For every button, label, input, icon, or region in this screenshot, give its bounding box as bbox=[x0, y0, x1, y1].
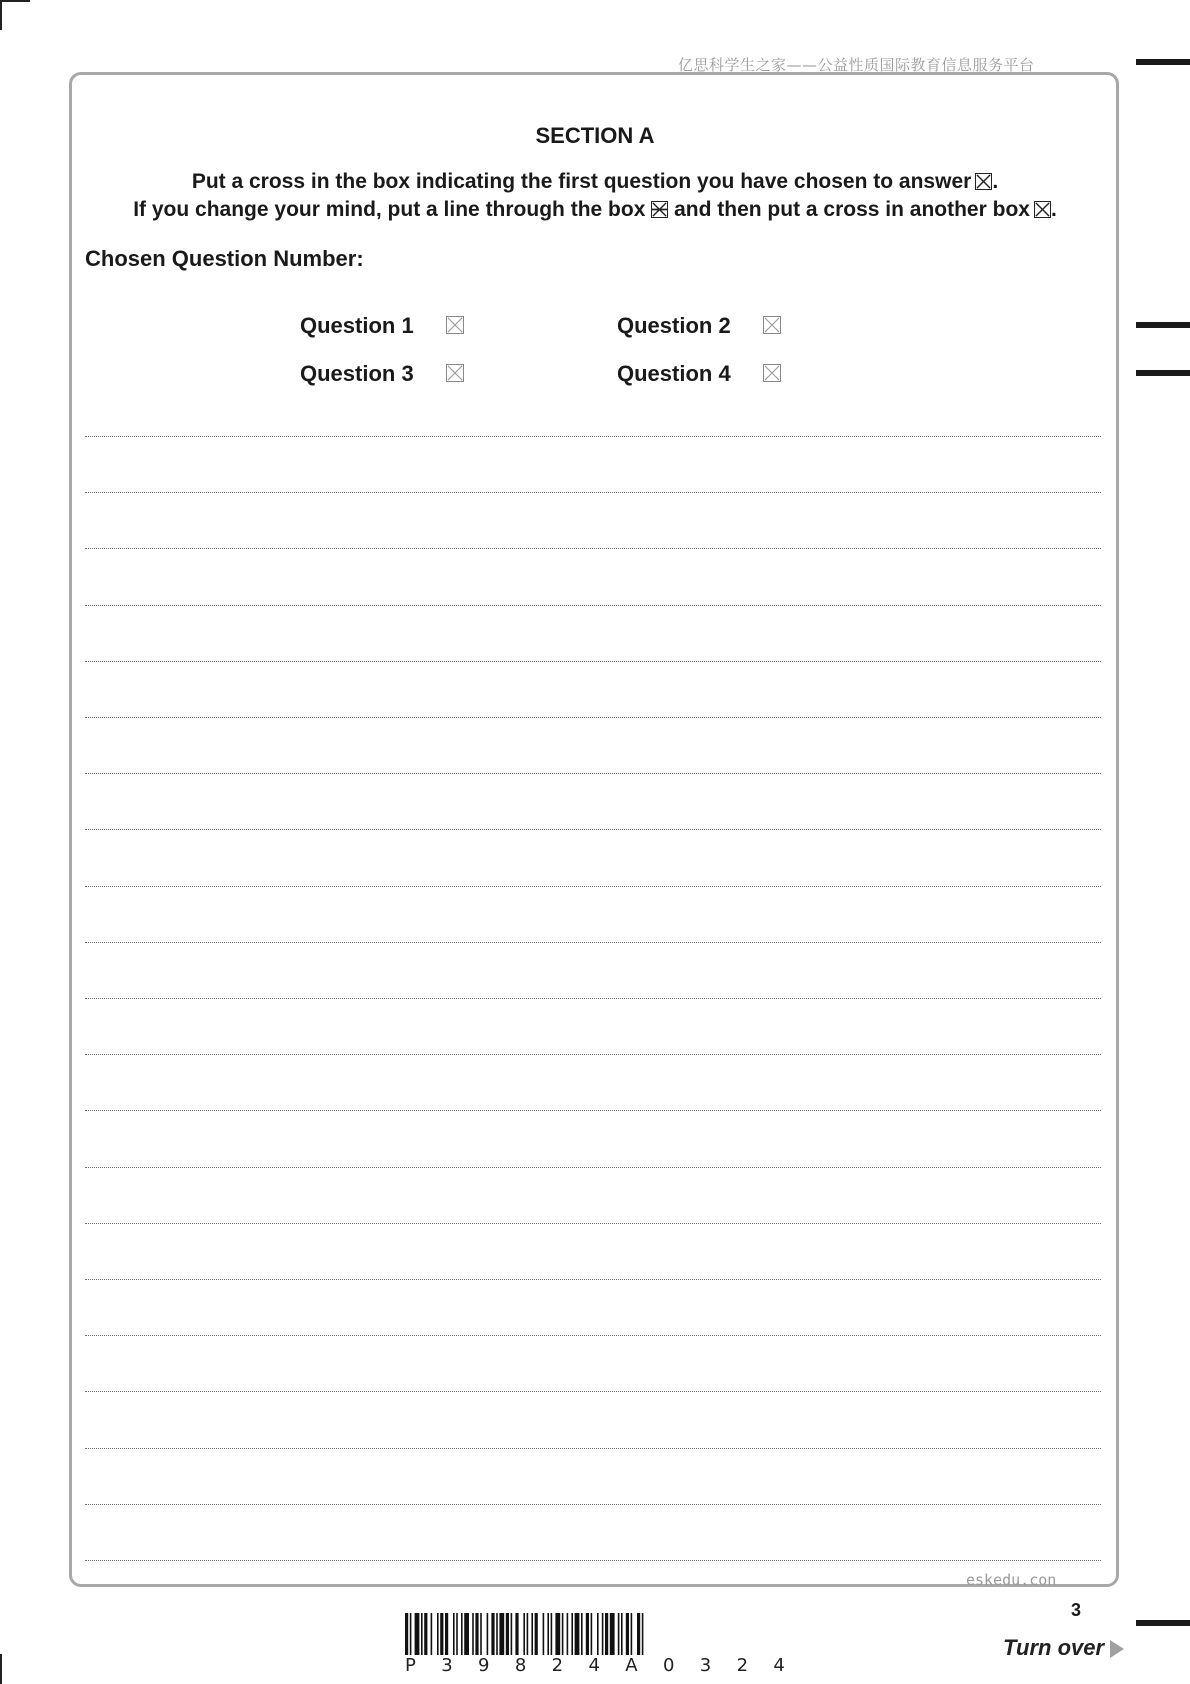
barcode-bar bbox=[597, 1613, 599, 1655]
question-4-checkbox[interactable] bbox=[763, 364, 781, 382]
barcode-bar bbox=[602, 1613, 604, 1655]
barcode-bar bbox=[453, 1613, 455, 1655]
struck-cross-box-icon bbox=[651, 201, 668, 218]
question-3-label: Question 3 bbox=[300, 361, 414, 386]
answer-line[interactable] bbox=[85, 1391, 1101, 1392]
question-3-checkbox[interactable] bbox=[446, 364, 464, 382]
instruction-line-1: Put a cross in the box indicating the first question you have chosen to answer . bbox=[191, 170, 999, 193]
barcode-bar bbox=[437, 1613, 439, 1655]
turn-over-arrow-icon bbox=[1110, 1640, 1124, 1658]
barcode-bar bbox=[515, 1613, 518, 1655]
barcode-text bbox=[405, 1655, 785, 1676]
barcode-bar bbox=[591, 1613, 593, 1655]
barcode-bar bbox=[410, 1613, 412, 1655]
answer-line[interactable] bbox=[85, 998, 1101, 999]
barcode-bar bbox=[405, 1613, 408, 1655]
barcode-bar bbox=[631, 1613, 633, 1655]
question-1-label: Question 1 bbox=[300, 313, 414, 338]
margin-bar bbox=[1136, 1620, 1190, 1626]
barcode-bar bbox=[618, 1613, 620, 1655]
barcode-bar bbox=[480, 1613, 482, 1655]
answer-line[interactable] bbox=[85, 942, 1101, 943]
barcode-char: 4 bbox=[773, 1655, 785, 1676]
question-2-label: Question 2 bbox=[617, 313, 731, 338]
answer-line[interactable] bbox=[85, 1054, 1101, 1055]
barcode-bar bbox=[475, 1613, 478, 1655]
barcode-bar bbox=[496, 1613, 498, 1655]
footer-watermark: eskedu.con bbox=[966, 1571, 1057, 1589]
instruction-text-2b: and then put a cross in another box bbox=[674, 198, 1030, 221]
instruction-line-2: If you change your mind, put a line through the box and then put a cross in another box . bbox=[133, 198, 1057, 221]
answer-line[interactable] bbox=[85, 1167, 1101, 1168]
header-watermark: 亿思科学生之家——公益性质国际教育信息服务平台 bbox=[678, 56, 1035, 74]
question-4-label: Question 4 bbox=[617, 361, 731, 386]
barcode-bar bbox=[415, 1613, 420, 1655]
barcode-bar bbox=[567, 1613, 569, 1655]
cross-box-icon bbox=[975, 173, 992, 190]
answer-line[interactable] bbox=[85, 436, 1101, 437]
barcode-bar bbox=[456, 1613, 458, 1655]
barcode-bar bbox=[551, 1613, 553, 1655]
answer-line[interactable] bbox=[85, 886, 1101, 887]
cross-box-icon bbox=[1034, 201, 1051, 218]
barcode-bar bbox=[555, 1613, 560, 1655]
barcode-char: 3 bbox=[441, 1655, 453, 1676]
answer-line[interactable] bbox=[85, 1504, 1101, 1505]
barcode-char: P bbox=[405, 1655, 416, 1676]
barcode-char: 2 bbox=[551, 1655, 564, 1676]
barcode-bar bbox=[626, 1613, 629, 1655]
answer-line[interactable] bbox=[85, 1110, 1101, 1111]
barcode-bar bbox=[421, 1613, 423, 1655]
barcode-bar bbox=[461, 1613, 463, 1655]
barcode-bar bbox=[621, 1613, 623, 1655]
answer-line[interactable] bbox=[85, 605, 1101, 606]
barcode bbox=[405, 1613, 810, 1655]
answer-line[interactable] bbox=[85, 1279, 1101, 1280]
answer-line[interactable] bbox=[85, 548, 1101, 549]
question-1-checkbox[interactable] bbox=[446, 316, 464, 334]
crop-mark-top-left-horizontal bbox=[0, 0, 30, 2]
barcode-bar bbox=[424, 1613, 427, 1655]
margin-bar bbox=[1136, 370, 1190, 376]
barcode-bar bbox=[491, 1613, 494, 1655]
barcode-bar bbox=[571, 1613, 573, 1655]
barcode-bar bbox=[487, 1613, 489, 1655]
barcode-bar bbox=[610, 1613, 615, 1655]
chosen-question-label: Chosen Question Number: bbox=[85, 246, 364, 271]
barcode-bar bbox=[586, 1613, 589, 1655]
barcode-char: 8 bbox=[514, 1655, 527, 1676]
page-number: 3 bbox=[1071, 1600, 1082, 1620]
barcode-bar bbox=[464, 1613, 469, 1655]
barcode-bar bbox=[562, 1613, 564, 1655]
barcode-bar bbox=[581, 1613, 583, 1655]
answer-line[interactable] bbox=[85, 829, 1101, 830]
section-title: SECTION A bbox=[535, 123, 655, 148]
barcode-bar bbox=[499, 1613, 504, 1655]
barcode-bar bbox=[523, 1613, 525, 1655]
barcode-bar bbox=[527, 1613, 529, 1655]
barcode-bar bbox=[605, 1613, 608, 1655]
barcode-bar bbox=[506, 1613, 509, 1655]
margin-bar bbox=[1136, 59, 1190, 65]
answer-line[interactable] bbox=[85, 717, 1101, 718]
answer-line[interactable] bbox=[85, 1448, 1101, 1449]
barcode-char: 9 bbox=[478, 1655, 490, 1676]
answer-line[interactable] bbox=[85, 492, 1101, 493]
instruction-text-1: Put a cross in the box indicating the first question you have chosen to answer bbox=[191, 170, 972, 193]
turn-over-label: Turn over bbox=[1003, 1635, 1105, 1660]
barcode-bar bbox=[445, 1613, 448, 1655]
answer-line[interactable] bbox=[85, 1335, 1101, 1336]
barcode-char: 0 bbox=[662, 1655, 675, 1676]
barcode-bar bbox=[642, 1613, 644, 1655]
barcode-bar bbox=[431, 1613, 433, 1655]
instruction-text-2a: If you change your mind, put a line through the box bbox=[133, 198, 646, 221]
answer-line[interactable] bbox=[85, 773, 1101, 774]
barcode-bar bbox=[637, 1613, 640, 1655]
barcode-char: 4 bbox=[588, 1655, 600, 1676]
barcode-bar bbox=[543, 1613, 545, 1655]
margin-bar bbox=[1136, 322, 1190, 328]
crop-mark-bottom-left bbox=[0, 1654, 2, 1684]
barcode-char: 2 bbox=[736, 1655, 749, 1676]
barcode-bar bbox=[535, 1613, 538, 1655]
barcode-bar bbox=[531, 1613, 533, 1655]
barcode-bar bbox=[511, 1613, 513, 1655]
question-2-checkbox[interactable] bbox=[763, 316, 781, 334]
barcode-bar bbox=[440, 1613, 443, 1655]
barcode-bar bbox=[575, 1613, 580, 1655]
answer-line[interactable] bbox=[85, 661, 1101, 662]
answer-line[interactable] bbox=[85, 1223, 1101, 1224]
answer-line[interactable] bbox=[85, 1560, 1101, 1561]
barcode-bar bbox=[472, 1613, 474, 1655]
crop-mark-top-left-vertical bbox=[0, 0, 2, 30]
barcode-char: A bbox=[625, 1655, 638, 1676]
barcode-char: 3 bbox=[699, 1655, 712, 1676]
barcode-bar bbox=[547, 1613, 549, 1655]
